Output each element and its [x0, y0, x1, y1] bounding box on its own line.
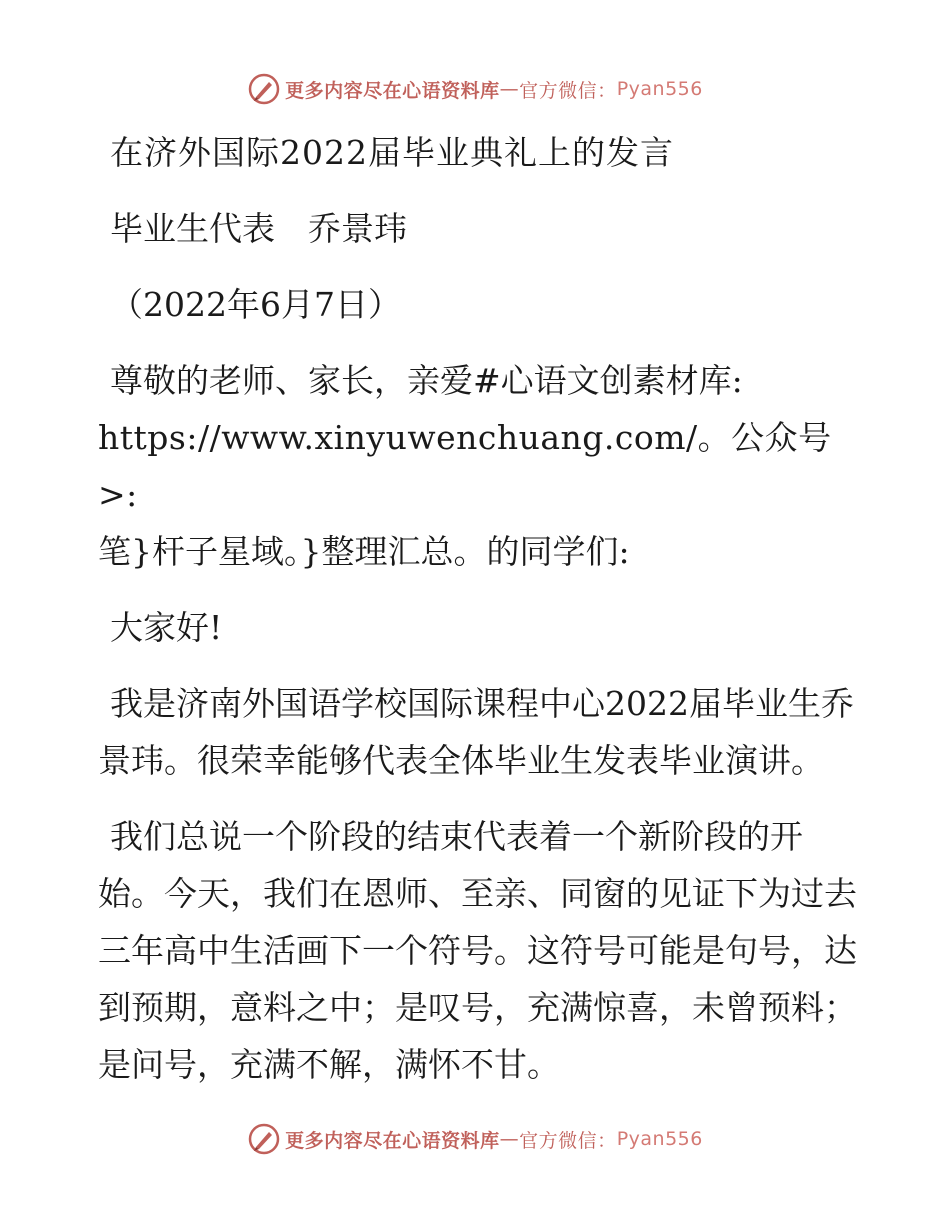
doc-paragraph-1: 我是济南外国语学校国际课程中心2022届毕业生乔景玮。很荣幸能够代表全体毕业生发表毕业演讲。	[98, 684, 854, 780]
banner-dash: —	[499, 78, 520, 100]
banner-wechat-label: 官方微信：	[519, 1129, 617, 1152]
banner-site-text: 更多内容尽在心语资料库	[285, 1129, 500, 1152]
doc-date: （2022年6月7日）	[110, 285, 401, 324]
greeting-line-1: 尊敬的老师、家长，亲爱#心语文创素材库:	[110, 361, 743, 400]
banner-wechat-id: Pyan556	[616, 78, 703, 100]
footer-banner	[0, 1122, 950, 1156]
pen-logo-icon	[247, 72, 281, 106]
greeting-line-2: https://www.xinyuwenchuang.com/。公众号>:	[98, 418, 832, 514]
doc-title: 在济外国际2022届毕业典礼上的发言	[110, 133, 674, 172]
banner-wechat-id: Pyan556	[616, 1128, 703, 1150]
pen-logo-icon	[247, 1122, 281, 1156]
doc-speaker: 毕业生代表 乔景玮	[110, 209, 407, 248]
document-body	[98, 124, 858, 1112]
doc-paragraph-2: 我们总说一个阶段的结束代表着一个新阶段的开始。今天，我们在恩师、至亲、同窗的见证下为过去三年高中生活画下一个符号。这符号可能是句号，达到预期，意料之中；是叹号，充满惊喜，未曾预料；是问号，充满不解，满怀不甘。	[98, 817, 857, 1084]
banner-site-text: 更多内容尽在心语资料库	[285, 79, 500, 102]
banner-wechat-label: 官方微信：	[519, 79, 617, 102]
greeting-line-3: 笔}杆子星域。}整理汇总。的同学们:	[98, 532, 630, 571]
header-banner	[0, 72, 950, 106]
doc-hello: 大家好!	[110, 608, 223, 647]
banner-dash: —	[499, 1128, 520, 1150]
doc-greeting	[98, 352, 858, 580]
